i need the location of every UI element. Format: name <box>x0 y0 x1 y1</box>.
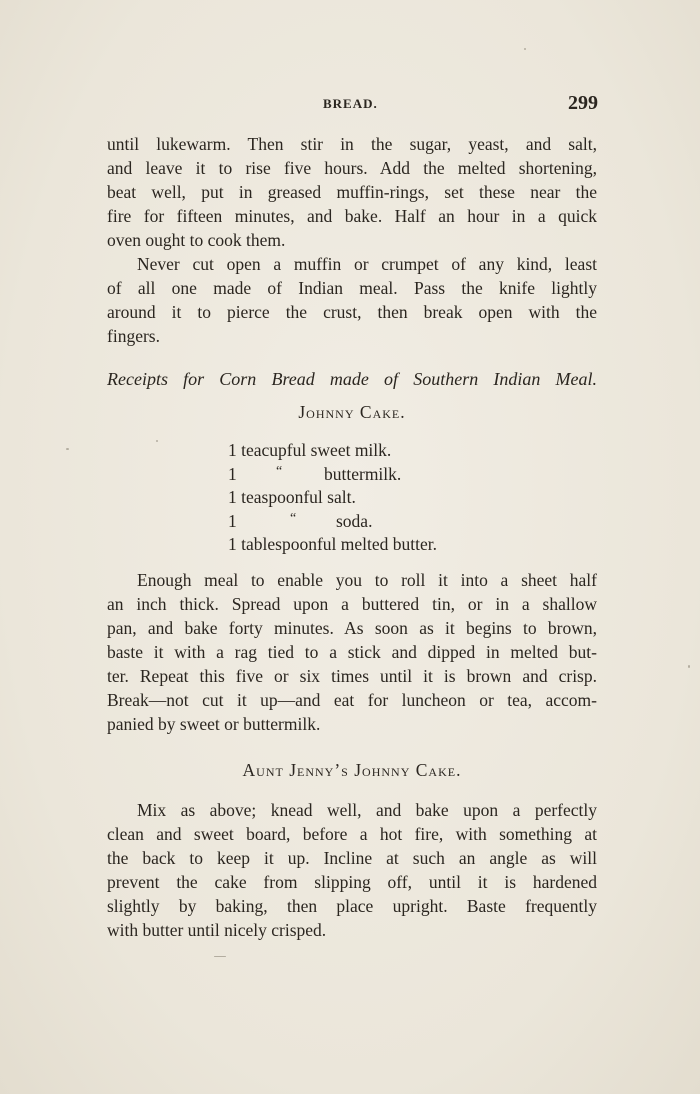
paper-speck <box>524 48 526 50</box>
paragraph-muffin-advice <box>107 252 597 348</box>
paper-speck <box>688 665 690 668</box>
text-line: pan, and bake forty minutes. As soon as it begins to brown, <box>107 618 597 638</box>
paragraph-aunt-jenny-directions <box>107 798 597 942</box>
recipe-heading-johnny-cake: Johnny Cake. <box>298 402 406 422</box>
text-line: with butter until nicely crisped. <box>107 920 327 940</box>
section-title: Receipts for Corn Bread made of Southern Indian Meal. <box>107 369 597 389</box>
ingredient-item <box>228 463 528 487</box>
paper-speck <box>156 440 158 442</box>
recipe-heading-aunt-jenny: Aunt Jenny’s Johnny Cake. <box>242 760 462 780</box>
paper-speck <box>66 448 69 450</box>
text-line: fingers. <box>107 326 160 346</box>
ingredient-item: 1 teacupful sweet milk. <box>228 440 392 460</box>
text-line: oven ought to cook them. <box>107 230 286 250</box>
text-line: until lukewarm. Then stir in the sugar, yeast, and salt, <box>107 134 597 154</box>
ingredient-item: 1 teaspoonful salt. <box>228 487 356 507</box>
text-line: the back to keep it up. Incline at such an angle as will <box>107 848 597 868</box>
text-line: beat well, put in greased muffin-rings, set these near the <box>107 182 597 202</box>
text-line: Never cut open a muffin or crumpet of any kind, least <box>137 254 597 274</box>
ingredient-quantity: 1 <box>228 510 237 531</box>
ditto-mark: “ <box>276 463 283 479</box>
text-line: around it to pierce the crust, then break open with the <box>107 302 597 322</box>
text-line: ter. Repeat this five or six times until it is brown and crisp. <box>107 666 597 686</box>
ingredient-list <box>228 439 528 557</box>
running-title: BREAD. <box>323 96 378 111</box>
paragraph-johnny-cake-directions <box>107 568 597 736</box>
ingredient-item <box>228 510 528 534</box>
text-line: prevent the cake from slipping off, until it is hardened <box>107 872 597 892</box>
page-header <box>108 92 598 116</box>
ingredient-name: soda. <box>336 510 373 531</box>
paragraph-muffins-continued <box>107 132 597 252</box>
text-line: panied by sweet or buttermilk. <box>107 714 321 734</box>
ditto-mark: “ <box>290 510 297 526</box>
text-line: Mix as above; knead well, and bake upon a perfectly <box>137 800 597 820</box>
text-line: slightly by baking, then place upright. Baste frequently <box>107 896 597 916</box>
page-number: 299 <box>568 92 598 114</box>
text-line: clean and sweet board, before a hot fire, with something at <box>107 824 597 844</box>
text-line: Enough meal to enable you to roll it into a sheet half <box>137 570 597 590</box>
ingredient-name: buttermilk. <box>324 463 402 484</box>
text-line: and leave it to rise five hours. Add the melted shortening, <box>107 158 597 178</box>
text-line: baste it with a rag tied to a stick and dipped in melted but- <box>107 642 597 662</box>
ingredient-item: 1 tablespoonful melted butter. <box>228 534 437 554</box>
text-line: Break—not cut it up—and eat for luncheon or tea, accom- <box>107 690 597 710</box>
text-line: of all one made of Indian meal. Pass the knife lightly <box>107 278 597 298</box>
text-line: fire for fifteen minutes, and bake. Half an hour in a quick <box>107 206 597 226</box>
text-line: an inch thick. Spread upon a buttered tin, or in a shallow <box>107 594 597 614</box>
ingredient-quantity: 1 <box>228 463 237 484</box>
paper-speck <box>214 956 226 957</box>
